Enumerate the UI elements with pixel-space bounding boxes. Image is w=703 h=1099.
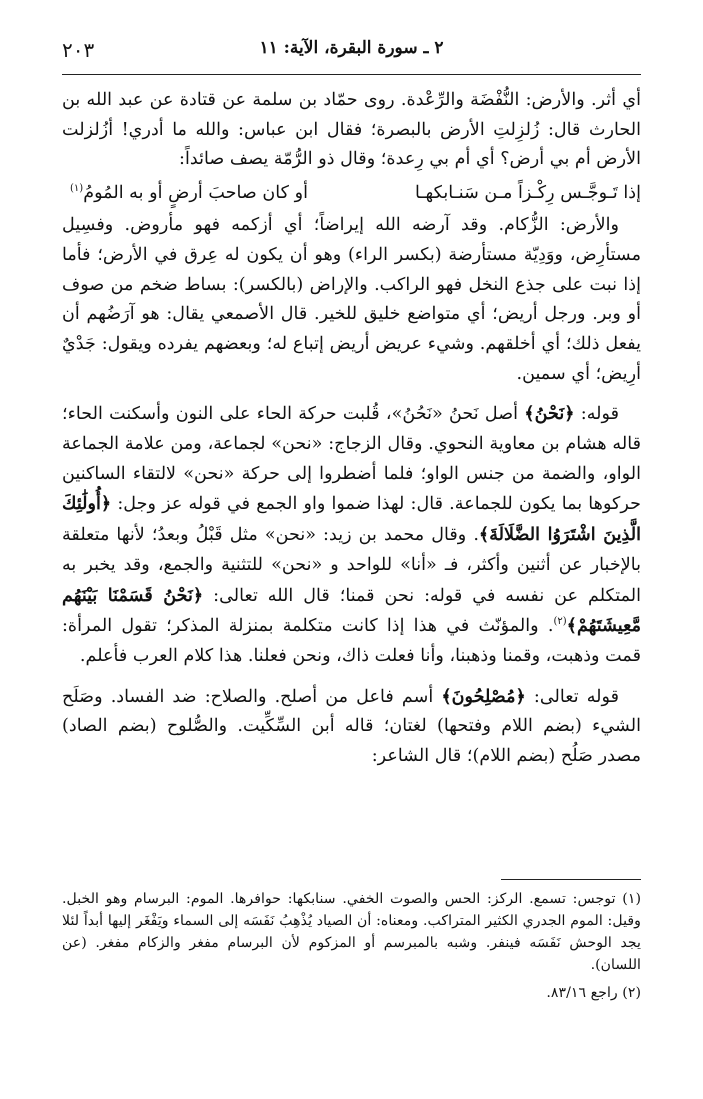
page-number: ٢٠٣: [62, 38, 95, 62]
footnote-ref-1[interactable]: (١): [70, 183, 84, 195]
verse-second-hemistich: [70, 175, 308, 211]
footnote-rule: [501, 879, 641, 880]
paragraph-3-text: أصل نَحنُ «نَحُنُ»، قُلبت حركة الحاء على النون وأسكنت الحاء؛ قاله هشام بن معاوية النحوي. وقال الزجاج: «نحن» لجماعة، ومن علامة الجماعة الواو، والضمة من جنس الواو؛ فلما أضطروا إلى حركة «نحن» لالتقاء الساكنين حركوها بما يكون للجماعة. قال: لهذا ضموا واو الجمع في قوله عز وجل:: [62, 404, 641, 515]
paragraph-4-lead: قوله تعالى:: [525, 686, 619, 707]
page-header: [62, 38, 641, 68]
paragraph-3-text-2: . وقال محمد بن زيد: «نحن» مثل قَبْلُ وبعدُ؛ لأنها متعلقة بالإخبار عن أثنين وأكثر، فـ «أنا» للواحد و «نحن» للتثنية والجمع، وقد يخبر به المتكلم عن نفسه في قوله: نحن قمنا؛ قال الله تعالى:: [62, 525, 641, 606]
paragraph-4: [62, 682, 641, 772]
poem-verse: [62, 175, 641, 211]
quran-quote-qasamna: ﴿نَحْنُ قَسَمْنَا بَيْنَهُم مَّعِيشَتَهُمْ﴾: [62, 584, 641, 637]
quran-quote-nahnu: ﴿نَحْنُ﴾: [524, 403, 575, 425]
paragraph-3-lead: قوله:: [574, 404, 619, 425]
verse-second-hemistich-text: أو كان صاحبَ أرضٍ أو به المُومُ: [83, 183, 309, 204]
paragraph-4-text: أسم فاعل من أصلح. والصلاح: ضد الفساد. وصَلَح الشيء (بضم اللام وفتحها) لغتان؛ قاله أبن السِّكِّيت. والصُّلوح (بضم الصاد) مصدر صَلُح (بضم اللام)؛ قال الشاعر:: [62, 686, 641, 767]
footnote-1: (١) توجس: تسمع. الركز: الحس والصوت الخفي. سنابكها: حوافرها. الموم: البرسام وهو الخبل. وقيل: الموم الجدري الكثير المتراكب. ومعناه: أن الصياد يُذْهِبُ نَفَسَه إلى السماء ويَفْغَر إليها أبداً لئلا يجد الوحش نَفَسَه فينفر. وشبه بالمبرسم أو المزكوم لأن البرسام مفغر والزكام مفغر. (عن اللسان).: [62, 891, 641, 973]
paragraph-2: والأرض: الزُّكام. وقد آرضه الله إيراضاً؛ أي أزكمه فهو مأروض. وفسِيل مستأرِض، ووَدِيّة مستأرضة (بكسر الراء) وهو أن يكون له عِرق في الأرض؛ فأما إذا نبت على جذع النخل فهو الراكب. والإراض (بالكسر): بساط ضخم من صوف أو وبر. ورجل أريض؛ أي متواضع خليق للخير. قال الأصمعي يقال: هو آرَضُهم أن يفعل ذلك؛ أي أخلقهم. وشيء عريض أريض إتباع له؛ وبعضهم يفرده ويقول: جَدْيٌ أرِيض؛ أي سمين.: [62, 215, 641, 384]
footnotes: [62, 888, 641, 1004]
paragraph-1: أي أثر. والأرض: النُّفْضَة والرِّعْدة. روى حمّاد بن سلمة عن قتادة عن عبد الله بن الحارث قال: زُلزِلتِ الأرض بالبصرة؛ فقال ابن عباس: والله ما أدري! أزُلزلت الأرض أم بي أرض؟ أي أم بي رِعدة؛ وقال ذو الرُّمّة يصف صائداً:: [62, 90, 641, 170]
running-title: ٢ ـ سورة البقرة، الآية: ١١: [259, 38, 444, 58]
quran-quote-ulaika: ﴿أُولَٰئِكَ الَّذِينَ اشْتَرَوُا الضَّلَالَةَ﴾: [62, 493, 641, 546]
verse-first-hemistich: إذا تَـوجَّـس رِكْـزاً مـن سَنـابكهـا: [415, 183, 641, 204]
footnote-ref-2[interactable]: (٢): [553, 616, 567, 628]
main-text: [62, 86, 641, 772]
footnote-2: (٢) راجع ٨٣/١٦.: [546, 985, 641, 1001]
quran-quote-muslihun: ﴿مُصْلِحُونَ﴾: [441, 685, 526, 707]
paragraph-3: [62, 399, 641, 671]
paragraph-3-text-3: . والمؤنّث في هذا إذا كانت متكلمة بمنزلة المذكر؛ تقول المرأة: قمت وذهبت، وقمنا وذهبنا، وأنا فعلت ذاك، ونحن فعلنا. هذا كلام العرب فأعلم.: [62, 616, 641, 666]
header-rule: [62, 74, 641, 75]
